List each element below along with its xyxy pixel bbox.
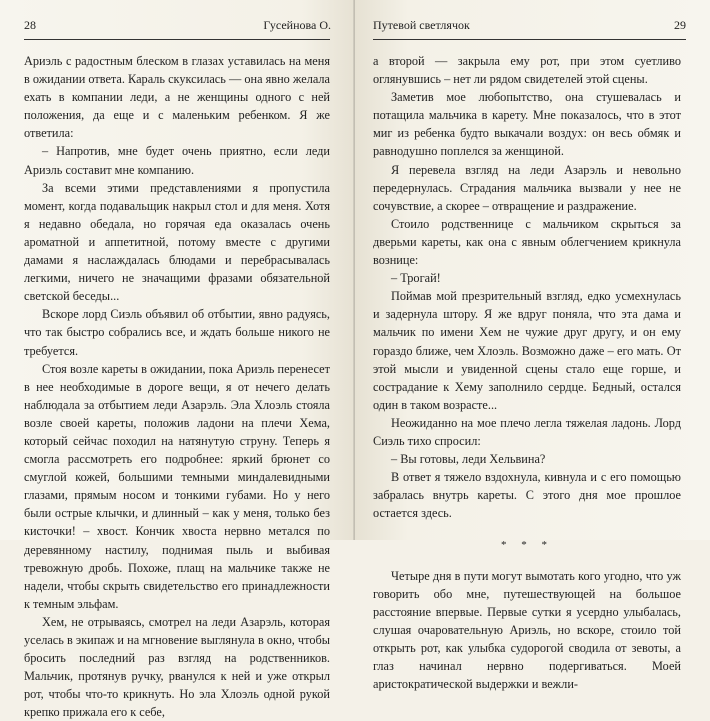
section-separator: * * * [501, 539, 553, 552]
paragraph: Четыре дня в пути могут вымотать кого угодно, что уж говорить обо мне, путешествующей на большое расстояние впервые. Первые сутки я усердно улыбалась, слушая очаровательную Ариэль, но вскоре, стоило той открыть рот, как улыбка судорогой сводила от зевоты, а глаз начинал нервно подергиваться. Моей аристократической выдержки и вежли- [373, 568, 681, 692]
right-page-body [373, 52, 681, 693]
header-rule-left [24, 39, 330, 40]
running-header-right: Путевой светлячок [373, 18, 470, 32]
page-number-right: 29 [674, 18, 686, 32]
right-page [355, 0, 710, 692]
paragraph: Хем, не отрываясь, смотрел на леди Азарэль, которая уселась в экипаж и на мгновение выглянула в окно, чтобы бросить последний раз взгляд на родственников. Мальчик, протянув ручку, рванулся к ней и уже открыл рот, чтобы что-то крикнуть. Но эла Хлоэль одной рукой крепко прижала его к себе, [24, 614, 330, 720]
running-header-left: Гусейнова О. [263, 18, 331, 32]
page-number-left: 28 [24, 18, 36, 32]
paragraph: Стоило родственнице с мальчиком скрыться за дверьми кареты, как она с явным облегчением крикнула вознице: [373, 216, 681, 268]
paragraph: – Вы готовы, леди Хельвина? [391, 452, 546, 467]
paragraph: Я перевела взгляд на леди Азарэль и невольно передернулась. Страдания мальчика вызвали у нее не сочувствие, а скорее – отвращение и раздражение. [373, 162, 681, 213]
paragraph: Заметив мое любопытство, она стушевалась и потащила мальчика в карету. Мне показалось, что в этот миг из ребенка будто выкачали воздух: он весь обмяк и равнодушно поплелся за женщиной. [373, 90, 681, 159]
header-rule-right [373, 39, 686, 40]
paragraph: За всеми этими представлениями я пропустила момент, когда подавальщик накрыл стол и для меня. Хотя я недавно обедала, но горячая еда оказалась очень ароматной и аппетитной, потому вместе с другими дамами я наслаждалась блюдами и перебрасывалась легкими, ничего не значащими фразами обязательной светской беседы... [24, 180, 330, 304]
paragraph: – Напротив, мне будет очень приятно, если леди Ариэль составит мне компанию. [24, 144, 330, 177]
left-page [0, 0, 355, 720]
paragraph: Стоя возле кареты в ожидании, пока Ариэль перенесет в нее необходимые в дороге вещи, я от нечего делать наблюдала за отбытием леди Азарэль. Эла Хлоэль стояла возле своей кареты, положив ладони на плечи Хема, который сейчас походил на натянутую струну. Теперь я смогла рассмотреть его подробнее: яркий брюнет со смуглой кожей, большими темными миндалевидными глазами, прямым носом и тонкими губами. Но у него были острые клычки, и длинный – как у меня, только без кисточки! – хвост. Кончик хвоста нервно метался по деревянному настилу, поднимая пыль и выбивая тревожную дробь. Похоже, плащ на мальчике также не надели, чтобы скрыть свидетельство его принадлежности к темным эльфам. [24, 361, 330, 611]
paragraph: В ответ я тяжело вздохнула, кивнула и с его помощью забралась внутрь кареты. С этого дня мое прошлое остается здесь. [373, 470, 681, 521]
paragraph: а второй — закрыла ему рот, при этом суетливо оглянувшись – нет ли рядом свидетелей этой сцены. [373, 54, 681, 87]
left-page-body [24, 52, 330, 721]
paragraph: Неожиданно на мое плечо легла тяжелая ладонь. Лорд Сиэль тихо спросил: [373, 415, 681, 448]
paragraph: Вскоре лорд Сиэль объявил об отбытии, явно радуясь, что так быстро собрались все, и ждать больше никого не требуется. [24, 307, 330, 358]
paragraph: Поймав мой презрительный взгляд, едко усмехнулась и задернула штору. Я же вдруг поняла, что эта дама и мальчик по имени Хем не чужие друг другу, и он ему гораздо ближе, чем Хлоэль. Возможно даже – его мать. От этой мысли и увиденной сцены стало еще горше, и сострадание к Хему заполнило сердце. Бедный, остался один в таком возрасте... [373, 289, 681, 412]
paragraph: – Трогай! [391, 271, 441, 286]
paragraph: Ариэль с радостным блеском в глазах уставилась на меня в ожидании ответа. Караль скуксилась — она явно желала ехать в компании леди, а не женщины одного с ней положения, да еще и с маленьким ребенком. Я же ответила: [24, 54, 330, 141]
